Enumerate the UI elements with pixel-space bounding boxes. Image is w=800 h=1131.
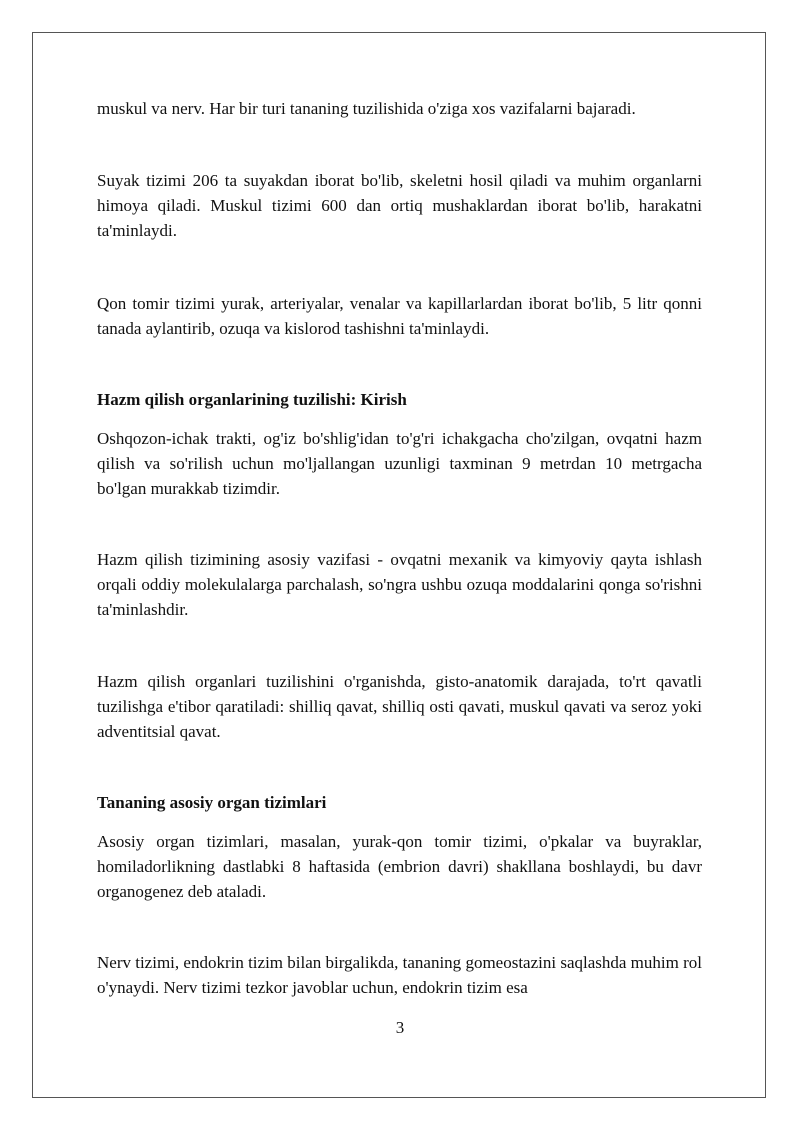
paragraph-tissue-types: muskul va nerv. Har bir turi tananing tuzilishida o'ziga xos vazifalarni bajaradi. [97, 99, 636, 118]
page-number: 3 [395, 1018, 405, 1037]
paragraph-digestive-layers: Hazm qilish organlari tuzilishini o'rganishda, gisto-anatomik darajada, to'rt qavatli tuzilishga e'tibor qaratiladi: shilliq qavat, shilliq osti qavati, muskul qavati va seroz yoki adventitsial qavat. [97, 672, 702, 741]
paragraph-skeletal-muscular: Suyak tizimi 206 ta suyakdan iborat bo'lib, skeletni hosil qiladi va muhim organlarni himoya qiladi. Muskul tizimi 600 dan ortiq mushaklardan iborat bo'lib, harakatni ta'minlaydi. [97, 171, 702, 240]
heading-organ-systems: Tananing asosiy organ tizimlari [97, 793, 327, 812]
paragraph-organogenesis: Asosiy organ tizimlari, masalan, yurak-qon tomir tizimi, o'pkalar va buyraklar, homiladorlikning dastlabki 8 haftasida (embrion davri) shakllana boshlaydi, bu davr organogenez deb ataladi. [97, 832, 702, 901]
page-content [97, 96, 702, 1000]
heading-digestive-intro: Hazm qilish organlarining tuzilishi: Kirish [97, 390, 407, 409]
paragraph-circulatory: Qon tomir tizimi yurak, arteriyalar, venalar va kapillarlardan iborat bo'lib, 5 litr qonni tanada aylantirib, ozuqa va kislorod tashishni ta'minlaydi. [97, 294, 702, 338]
paragraph-digestive-function: Hazm qilish tizimining asosiy vazifasi - ovqatni mexanik va kimyoviy qayta ishlash orqali oddiy molekulalarga parchalash, so'ngra ushbu ozuqa moddalarini qonga so'rishni ta'minlashdir. [97, 550, 702, 619]
paragraph-gi-tract: Oshqozon-ichak trakti, og'iz bo'shlig'idan to'g'ri ichakgacha cho'zilgan, ovqatni hazm qilish va so'rilish uchun mo'ljallangan uzunligi taxminan 9 metrdan 10 metrgacha bo'lgan murakkab tizimdir. [97, 429, 702, 498]
paragraph-nervous-endocrine: Nerv tizimi, endokrin tizim bilan birgalikda, tananing gomeostazini saqlashda muhim rol o'ynaydi. Nerv tizimi tezkor javoblar uchun, endokrin tizim esa [97, 953, 702, 997]
